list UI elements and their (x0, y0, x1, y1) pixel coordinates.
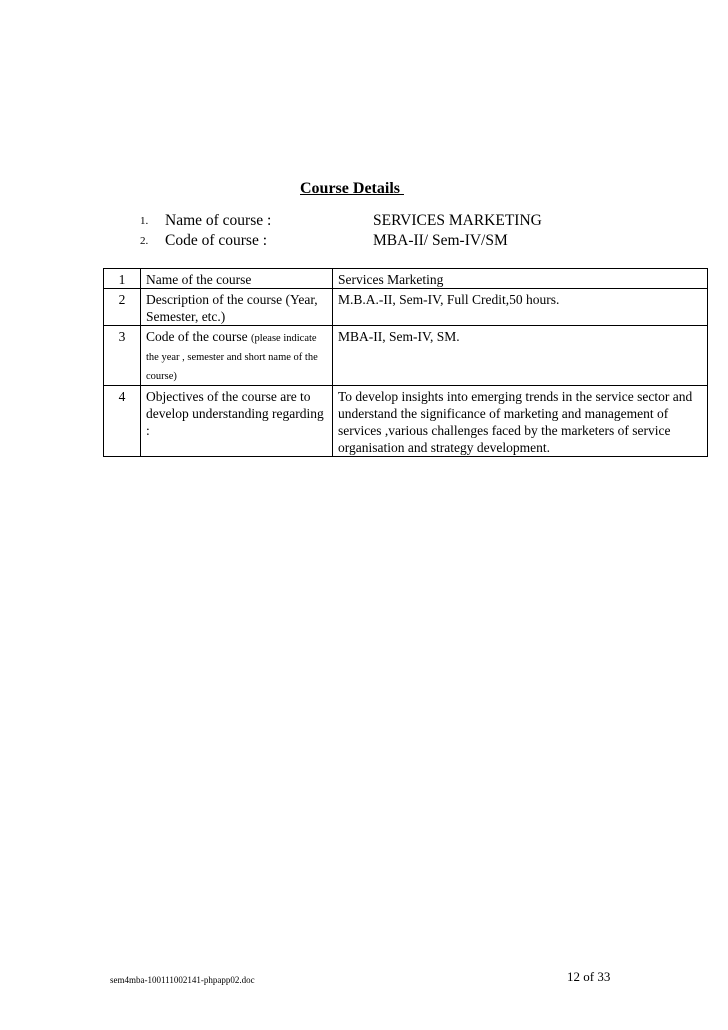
table-row (104, 326, 708, 386)
row-value: Services Marketing (333, 269, 708, 289)
footer-page-number: 12 of 33 (567, 969, 611, 984)
row-description (141, 269, 333, 289)
table-row (104, 269, 708, 289)
row-value: MBA-II, Sem-IV, SM. (333, 326, 708, 386)
row-value: M.B.A.-II, Sem-IV, Full Credit,50 hours. (333, 289, 708, 326)
row-description-text: Objectives of the course are to develop understanding regarding : (146, 389, 324, 438)
row-value: To develop insights into emerging trends in the service sector and understand the significance of marketing and management of services ,various challenges faced by the marketers of service organisation and strategy development. (333, 386, 708, 457)
footer-filename: sem4mba-100111002141-phpapp02.doc (110, 975, 255, 985)
summary-number: 2. (140, 235, 149, 247)
row-description (141, 386, 333, 457)
summary-label: Code of course : (165, 232, 268, 249)
summary-number: 1. (140, 215, 149, 227)
row-description-text: Description of the course (Year, Semester, etc.) (146, 292, 318, 324)
row-description (141, 289, 333, 326)
row-description-text: Name of the course (146, 272, 252, 287)
row-number: 3 (104, 326, 141, 386)
table-row (104, 386, 708, 457)
summary-label: Name of course : (165, 212, 272, 229)
row-description (141, 326, 333, 386)
row-description-note: (please indicate the year , semester and short name of the course) (146, 333, 318, 382)
row-number: 1 (104, 269, 141, 289)
course-details-table (103, 268, 708, 457)
table-row (104, 289, 708, 326)
row-number: 4 (104, 386, 141, 457)
document-heading: Course Details (300, 180, 404, 197)
summary-value: SERVICES MARKETING (373, 212, 542, 229)
summary-value: MBA-II/ Sem-IV/SM (373, 232, 508, 249)
row-number: 2 (104, 289, 141, 326)
row-description-text: Code of the course (146, 329, 248, 344)
